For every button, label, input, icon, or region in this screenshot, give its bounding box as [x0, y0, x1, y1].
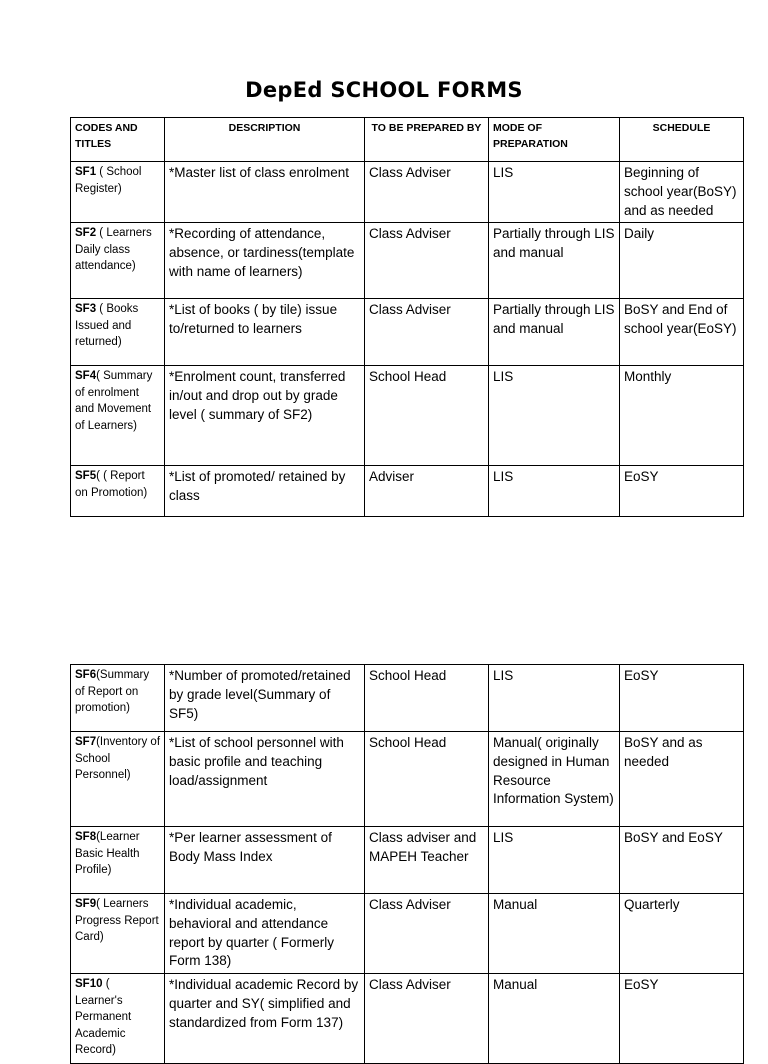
- form-description: *Enrolment count, transferred in/out and drop out by grade level ( summary of SF2): [165, 366, 365, 466]
- form-code: SF8: [75, 831, 97, 843]
- form-code: SF3: [75, 303, 97, 316]
- form-code-cell: [71, 827, 165, 894]
- table-row: [71, 366, 744, 466]
- form-prepared-by: Class adviser and MAPEH Teacher: [365, 827, 489, 894]
- form-code: SF2: [75, 227, 97, 240]
- form-mode: Partially through LIS and manual: [489, 223, 620, 299]
- header-prepared-by: TO BE PREPARED BY: [365, 118, 489, 162]
- table-row: [71, 223, 744, 299]
- form-description: *List of school personnel with basic profile and teaching load/assignment: [165, 732, 365, 827]
- form-code: SF4: [75, 370, 97, 383]
- form-mode: Manual: [489, 974, 620, 1064]
- form-mode: LIS: [489, 827, 620, 894]
- table-row: [71, 299, 744, 366]
- form-code-cell: [71, 223, 165, 299]
- form-description: *Individual academic, behavioral and attendance report by quarter ( Formerly Form 138): [165, 894, 365, 974]
- form-prepared-by: Class Adviser: [365, 894, 489, 974]
- form-mode: Manual: [489, 894, 620, 974]
- form-mode: LIS: [489, 366, 620, 466]
- form-mode: LIS: [489, 665, 620, 732]
- table-row: [71, 732, 744, 827]
- form-prepared-by: School Head: [365, 665, 489, 732]
- table-row: [71, 894, 744, 974]
- table-header-row: [71, 118, 744, 162]
- school-forms-table-1: [70, 117, 744, 517]
- table-row: [71, 827, 744, 894]
- form-description: *Master list of class enrolment: [165, 162, 365, 223]
- header-schedule: SCHEDULE: [620, 118, 744, 162]
- form-mode: Manual( originally designed in Human Resource Information System): [489, 732, 620, 827]
- form-description: *List of books ( by tile) issue to/returned to learners: [165, 299, 365, 366]
- form-title: ( Books Issued and returned): [75, 303, 139, 349]
- form-schedule: BoSY and as needed: [620, 732, 744, 827]
- form-title: (Summary of Report on promotion): [75, 669, 150, 714]
- form-code: SF5: [75, 470, 97, 483]
- form-prepared-by: Class Adviser: [365, 162, 489, 223]
- form-schedule: Beginning of school year(BoSY) and as needed: [620, 162, 744, 223]
- form-title: ( Learners Progress Report Card): [75, 898, 159, 943]
- page-title: DepEd SCHOOL FORMS: [245, 78, 523, 102]
- form-description: *Number of promoted/retained by grade level(Summary of SF5): [165, 665, 365, 732]
- table-row: [71, 974, 744, 1064]
- form-schedule: Daily: [620, 223, 744, 299]
- header-codes: CODES AND TITLES: [71, 118, 165, 162]
- table-row: [71, 665, 744, 732]
- form-code-cell: [71, 665, 165, 732]
- form-schedule: EoSY: [620, 665, 744, 732]
- form-schedule: EoSY: [620, 466, 744, 517]
- form-mode: LIS: [489, 162, 620, 223]
- form-title: ( ( Report on Promotion): [75, 470, 148, 499]
- form-title: ( Learners Daily class attendance): [75, 227, 152, 273]
- form-title: ( Summary of enrolment and Movement of Learners): [75, 370, 153, 432]
- form-code-cell: [71, 894, 165, 974]
- form-prepared-by: Class Adviser: [365, 974, 489, 1064]
- form-code: SF10: [75, 978, 103, 991]
- form-prepared-by: Adviser: [365, 466, 489, 517]
- form-schedule: Monthly: [620, 366, 744, 466]
- form-title: (Inventory of School Personnel): [75, 736, 161, 781]
- form-title: ( Learner's Permanent Academic Record): [75, 978, 132, 1057]
- school-forms-table-2: [70, 664, 744, 1064]
- form-code-cell: [71, 299, 165, 366]
- form-schedule: BoSY and EoSY: [620, 827, 744, 894]
- form-schedule: Quarterly: [620, 894, 744, 974]
- form-code: SF7: [75, 736, 97, 748]
- form-prepared-by: Class Adviser: [365, 299, 489, 366]
- form-description: *Per learner assessment of Body Mass Index: [165, 827, 365, 894]
- header-description: DESCRIPTION: [165, 118, 365, 162]
- form-code-cell: [71, 974, 165, 1064]
- form-mode: LIS: [489, 466, 620, 517]
- form-code: SF9: [75, 898, 97, 910]
- form-schedule: EoSY: [620, 974, 744, 1064]
- header-mode: MODE OF PREPARATION: [489, 118, 620, 162]
- form-code: SF6: [75, 669, 97, 681]
- form-code: SF1: [75, 166, 97, 178]
- form-mode: Partially through LIS and manual: [489, 299, 620, 366]
- form-code-cell: [71, 732, 165, 827]
- form-schedule: BoSY and End of school year(EoSY): [620, 299, 744, 366]
- form-title: (Learner Basic Health Profile): [75, 831, 140, 876]
- form-prepared-by: Class Adviser: [365, 223, 489, 299]
- form-code-cell: [71, 366, 165, 466]
- form-prepared-by: School Head: [365, 366, 489, 466]
- form-description: *Recording of attendance, absence, or tardiness(template with name of learners): [165, 223, 365, 299]
- form-description: *List of promoted/ retained by class: [165, 466, 365, 517]
- form-prepared-by: School Head: [365, 732, 489, 827]
- form-title: ( School Register): [75, 166, 142, 195]
- form-code-cell: [71, 162, 165, 223]
- form-code-cell: [71, 466, 165, 517]
- table-row: [71, 466, 744, 517]
- form-description: *Individual academic Record by quarter and SY( simplified and standardized from Form 137): [165, 974, 365, 1064]
- table-row: [71, 162, 744, 223]
